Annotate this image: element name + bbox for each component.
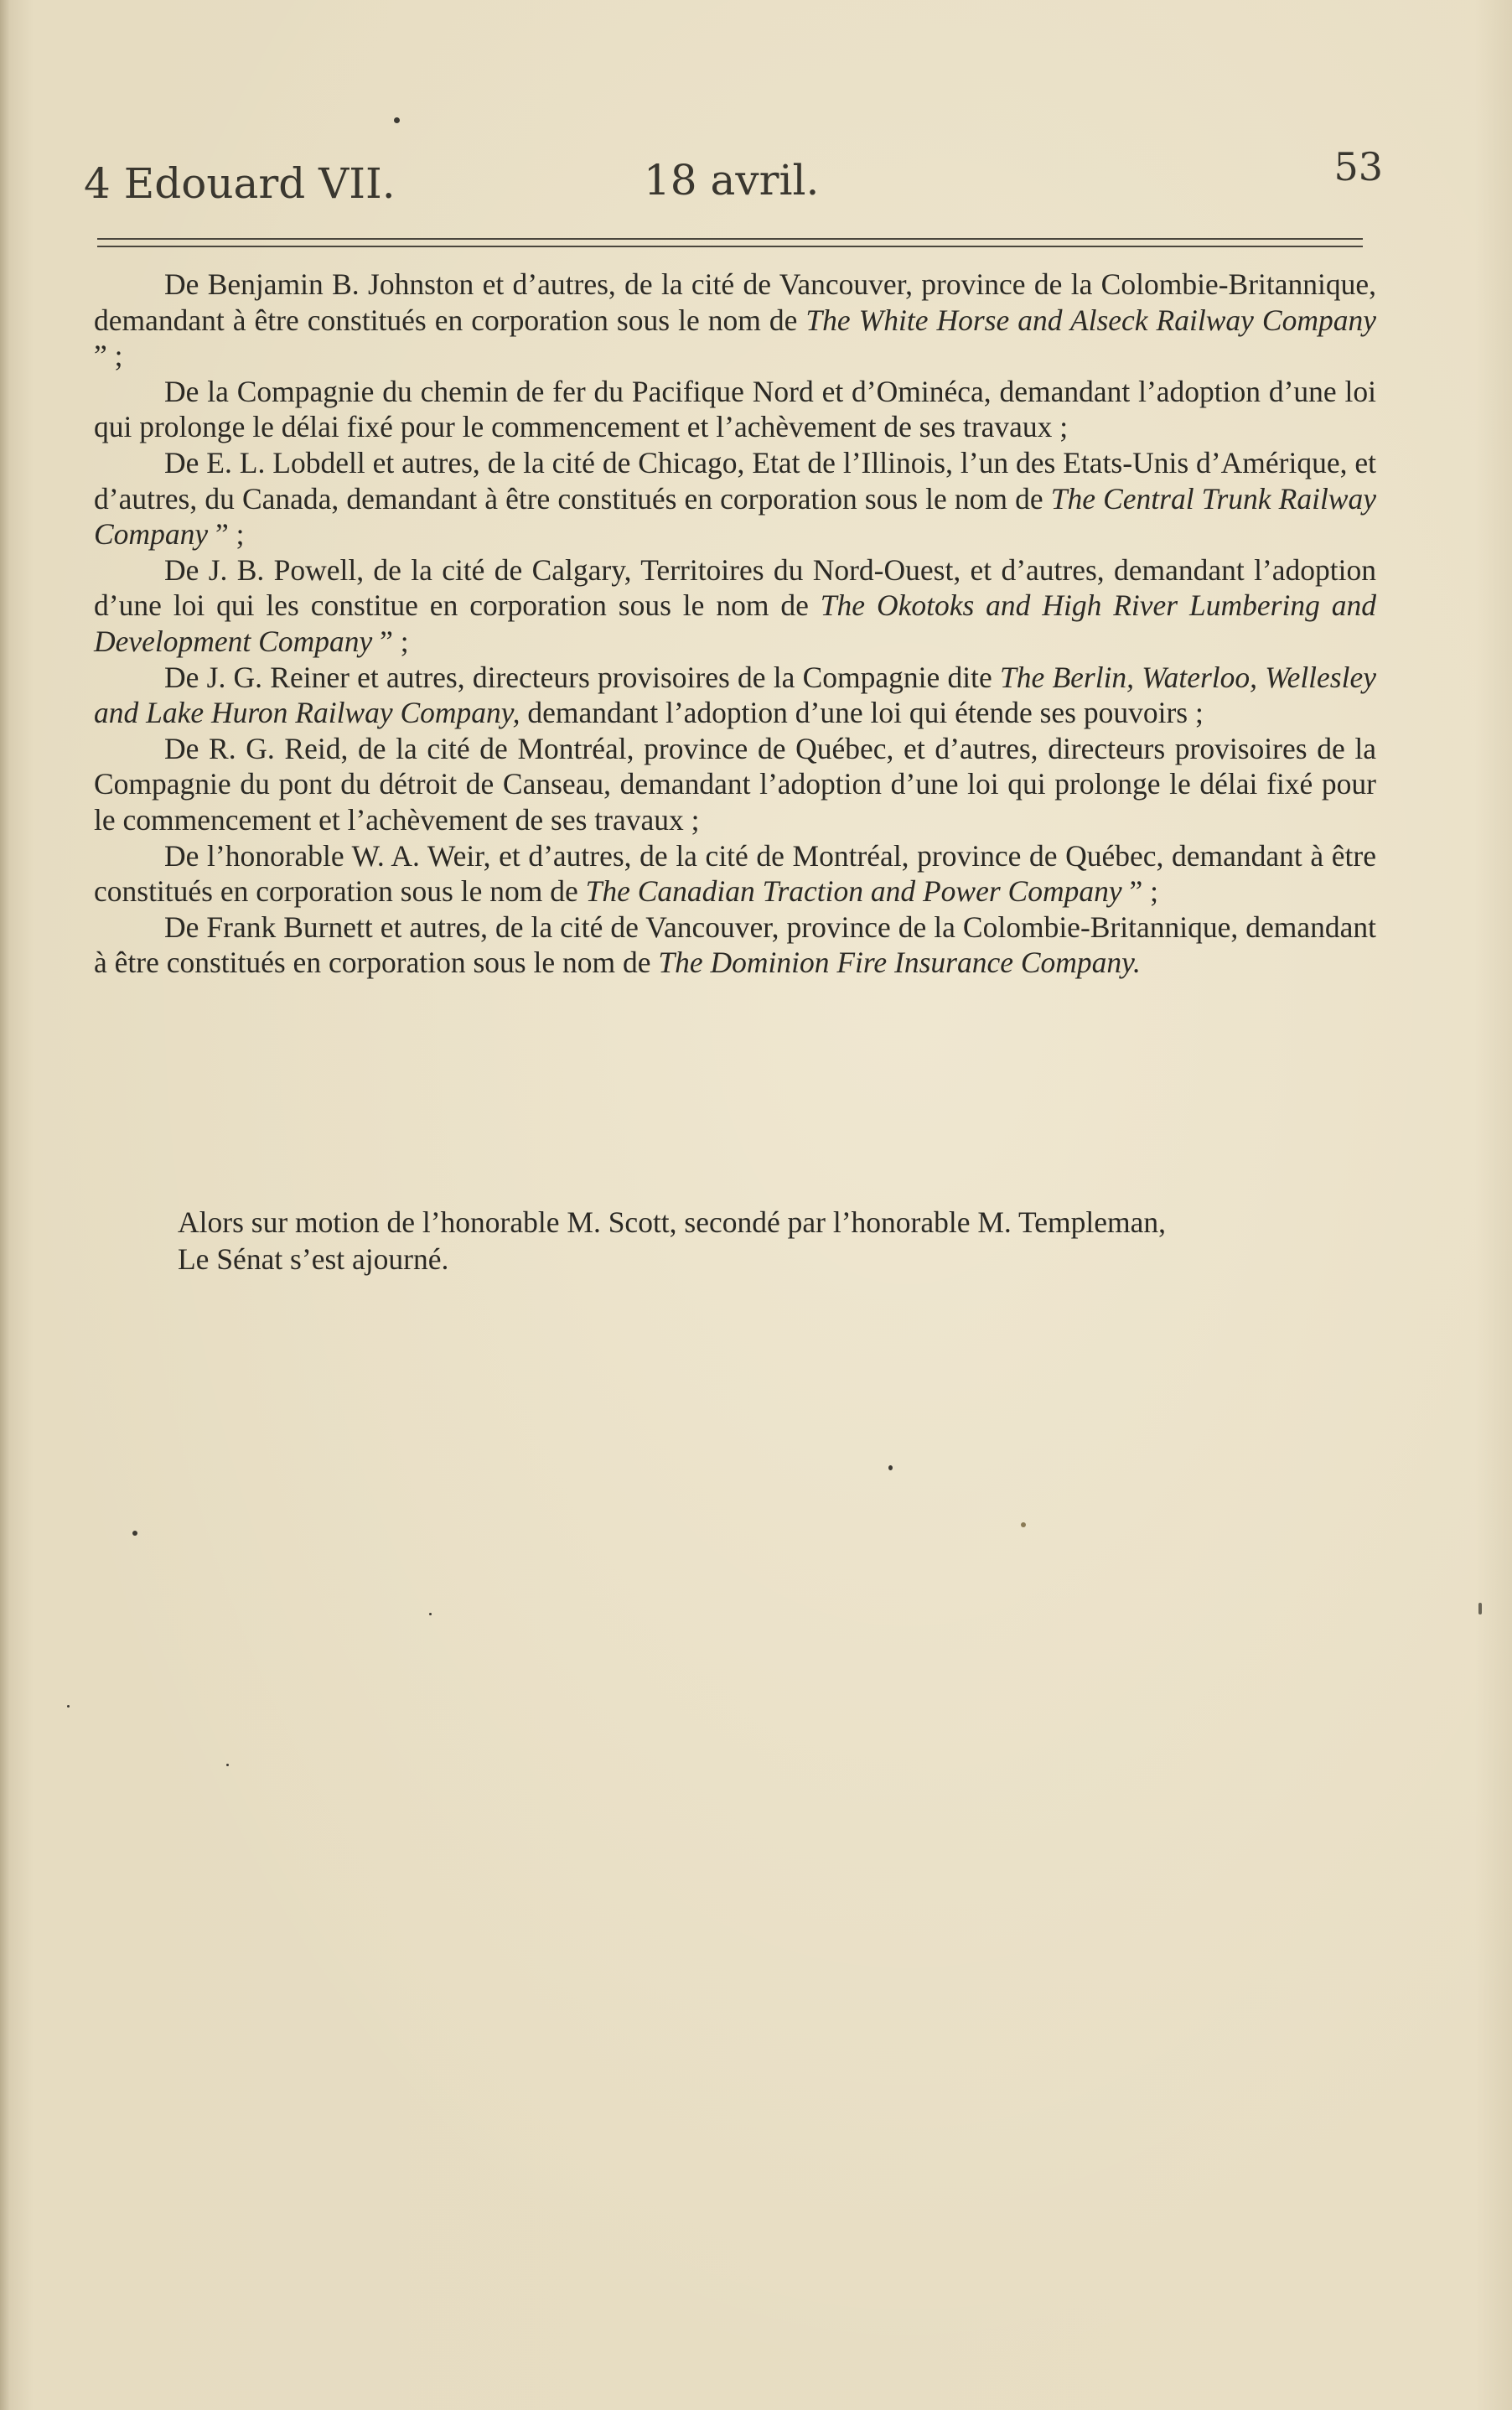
paper-speck <box>394 117 400 123</box>
paper-speck <box>429 1613 432 1615</box>
petition-entry: De Benjamin B. Johnston et d’autres, de la cité de Vancouver, province de la Colombie-Britannique, demandant à être constitués en corporation sous le nom de The White Horse and Alseck Railway Company ” ; <box>94 267 1376 373</box>
paper-speck <box>1021 1522 1026 1527</box>
adjournment-notice <box>94 1204 1376 1278</box>
session-date: 18 avril. <box>644 156 820 205</box>
petition-entry: De J. B. Powell, de la cité de Calgary, Territoires du Nord-Ouest, et d’autres, demandant l’adoption d’une loi qui les constitue en corporation sous le nom de The Okotoks and High River Lumbering and Development Company ” ; <box>94 552 1376 658</box>
petitions-list <box>94 267 1376 981</box>
company-name: The Okotoks and High River Lumbering and Development Company <box>94 588 1376 658</box>
petition-entry: De l’honorable W. A. Weir, et d’autres, de la cité de Montréal, province de Québec, demandant à être constitués en corporation sous le nom de The Canadian Traction and Power Company ” ; <box>94 838 1376 909</box>
petition-entry: De la Compagnie du chemin de fer du Pacifique Nord et d’Ominéca, demandant l’adoption d’une loi qui prolonge le délai fixé pour le commencement et l’achèvement de ses travaux ; <box>94 374 1376 444</box>
paper-speck <box>132 1531 137 1536</box>
paper-speck <box>888 1465 893 1470</box>
petition-entry: De E. L. Lobdell et autres, de la cité de Chicago, Etat de l’Illinois, l’un des Etats-Unis d’Amérique, et d’autres, du Canada, demandant à être constitués en corporation sous le nom de The Central Trunk Railway Company ” ; <box>94 445 1376 552</box>
company-name: The Central Trunk Railway Company <box>94 481 1376 552</box>
company-name: The Canadian Traction and Power Company <box>585 874 1122 909</box>
company-name: The Berlin, Waterloo, Wellesley and Lake Huron Railway Company, <box>94 660 1376 730</box>
header-rule-bottom <box>97 246 1363 247</box>
header-rule-top <box>97 238 1363 240</box>
page-number: 53 <box>1333 144 1383 189</box>
adjourned-line: Le Sénat s’est ajourné. <box>178 1242 449 1276</box>
company-name: The White Horse and Alseck Railway Company <box>805 303 1376 337</box>
running-head <box>84 144 1383 208</box>
petition-entry: De J. G. Reiner et autres, directeurs provisoires de la Compagnie dite The Berlin, Waterloo, Wellesley and Lake Huron Railway Company, demandant l’adoption d’une loi qui étende ses pouvoirs ; <box>94 660 1376 730</box>
petition-entry: De R. G. Reid, de la cité de Montréal, province de Québec, et d’autres, directeurs provisoires de la Compagnie du pont du détroit de Canseau, demandant l’adoption d’une loi qui prolonge le délai fixé pour le commencement et l’achèvement de ses travaux ; <box>94 731 1376 837</box>
petition-entry: De Frank Burnett et autres, de la cité de Vancouver, province de la Colombie-Britannique, demandant à être constitués en corporation sous le nom de The Dominion Fire Insurance Company. <box>94 910 1376 980</box>
paper-speck <box>67 1705 70 1708</box>
paper-speck <box>226 1764 229 1766</box>
company-name: The Dominion Fire Insurance Company. <box>658 946 1141 980</box>
regnal-year: 4 Edouard VII. <box>84 159 396 208</box>
paper-speck <box>1478 1603 1482 1614</box>
motion-line: Alors sur motion de l’honorable M. Scott, secondé par l’honorable M. Templeman, <box>178 1205 1166 1239</box>
